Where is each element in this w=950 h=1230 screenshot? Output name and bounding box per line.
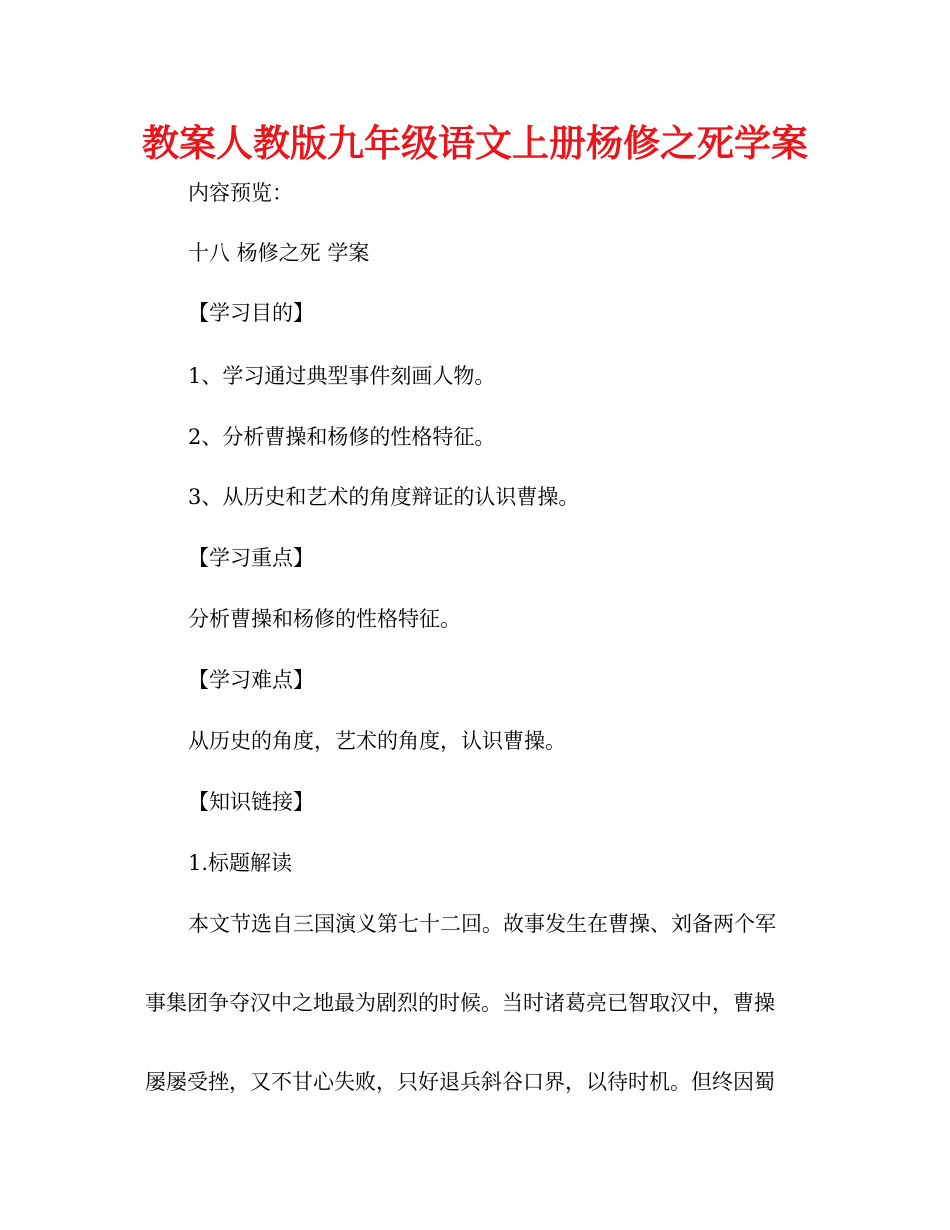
goal-item-3: 3、从历史和艺术的角度辩证的认识曹操。	[188, 485, 580, 509]
body-paragraph	[145, 909, 805, 1146]
document-title: 教案人教版九年级语文上册杨修之死学案	[142, 122, 808, 165]
section-heading-knowledge: 【知识链接】	[188, 790, 314, 814]
goal-item-2: 2、分析曹操和杨修的性格特征。	[188, 425, 496, 449]
paragraph-line: 事集团争夺汉中之地最为剧烈的时候。当时诸葛亮已智取汉中，曹操	[145, 991, 775, 1015]
paragraph-line: 屡屡受挫，又不甘心失败，只好退兵斜谷口界，以待时机。但终因蜀	[145, 1070, 775, 1094]
section-heading-difficulties: 【学习难点】	[188, 668, 314, 692]
section-heading-goals: 【学习目的】	[188, 301, 314, 325]
difficulty-text: 从历史的角度，艺术的角度，认识曹操。	[188, 729, 566, 753]
goal-item-1: 1、学习通过典型事件刻画人物。	[188, 364, 496, 388]
preview-label: 内容预览：	[188, 181, 293, 205]
lesson-heading: 十八 杨修之死 学案	[188, 241, 370, 265]
section-heading-key-points: 【学习重点】	[188, 546, 314, 570]
subheading-title-reading: 1.标题解读	[188, 851, 293, 875]
key-point-text: 分析曹操和杨修的性格特征。	[188, 607, 461, 631]
paragraph-line: 本文节选自三国演义第七十二回。故事发生在曹操、刘备两个军	[188, 912, 776, 936]
